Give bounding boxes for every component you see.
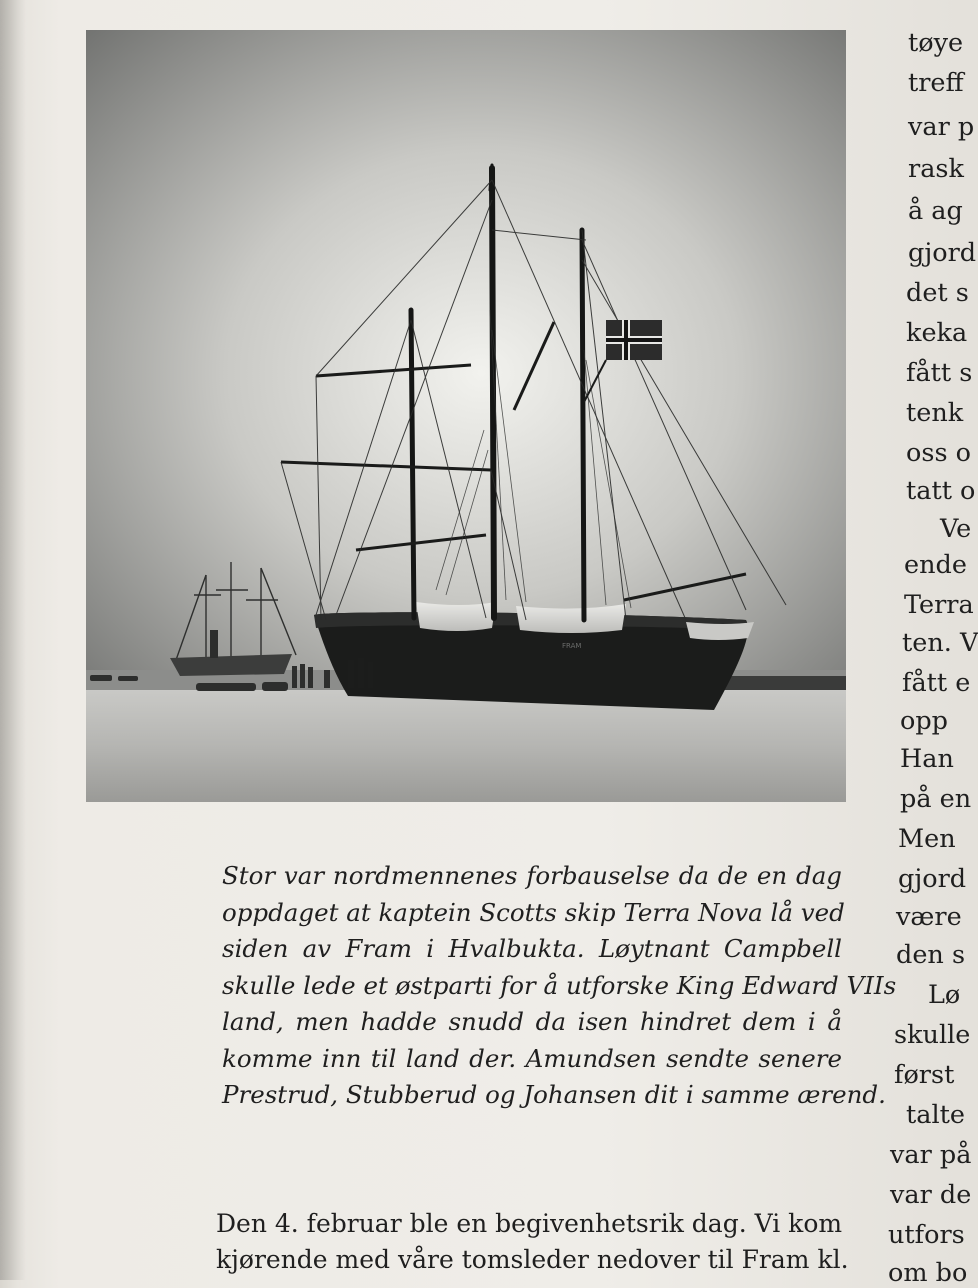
right-line: fått s [906, 358, 973, 388]
caption-line: skulle lede et østparti for å utforske King Edward VIIs [222, 970, 897, 1000]
right-line: være [896, 902, 962, 932]
right-column-text [878, 28, 978, 1288]
right-line: tatt o [906, 476, 976, 506]
right-line: tøye [908, 28, 964, 58]
hull-name: FRAM [562, 642, 582, 650]
right-line: ten. V [902, 628, 978, 658]
right-line: talte [906, 1100, 965, 1130]
right-line: fått e [902, 668, 971, 698]
right-line: å ag [908, 196, 963, 226]
right-line: om bo [888, 1258, 968, 1288]
right-line: Men [898, 824, 956, 854]
right-line: først [894, 1060, 955, 1090]
right-line: Ve [940, 514, 972, 544]
right-line: var på [890, 1140, 972, 1170]
caption-line: siden av Fram i Hvalbukta. Løytnant Campbell [222, 934, 842, 963]
right-line: det s [906, 278, 969, 308]
right-line: den s [896, 940, 966, 970]
caption-line: Stor var nordmennenes forbauselse da de en dag [222, 861, 842, 890]
right-line: på en [900, 784, 972, 814]
right-line: treff [908, 68, 964, 98]
photo-ship-fram [86, 30, 846, 802]
right-line: skulle [894, 1020, 971, 1050]
caption-line: land, men hadde snudd da isen hindret dem i å [222, 1007, 842, 1036]
right-line: opp [900, 706, 948, 736]
right-line: ende [904, 550, 967, 580]
right-line: Lø [928, 980, 961, 1010]
right-line: rask [908, 154, 964, 184]
right-line: Han [900, 744, 954, 774]
right-line: Terra [904, 590, 974, 620]
right-line: keka [906, 318, 968, 348]
body-line: Den 4. februar ble en begivenhetsrik dag. Vi kom [216, 1209, 843, 1238]
right-line: utfors [888, 1220, 965, 1250]
right-line: gjord [898, 864, 967, 894]
right-line: oss o [906, 438, 971, 468]
body-paragraph [216, 1206, 849, 1278]
right-line: gjord [908, 238, 977, 268]
caption-line: oppdaget at kaptein Scotts skip Terra Nova lå ved [222, 897, 845, 927]
page-gutter-shadow [0, 0, 26, 1280]
right-line: tenk [906, 398, 964, 428]
caption-line: Prestrud, Stubberud og Johansen dit i samme ærend. [222, 1080, 886, 1109]
body-line: kjørende med våre tomsleder nedover til Fram kl. [216, 1245, 849, 1274]
photo-caption [222, 858, 897, 1114]
right-line: var de [890, 1180, 972, 1210]
caption-line: komme inn til land der. Amundsen sendte senere [222, 1043, 842, 1073]
right-line: var p [908, 112, 975, 142]
